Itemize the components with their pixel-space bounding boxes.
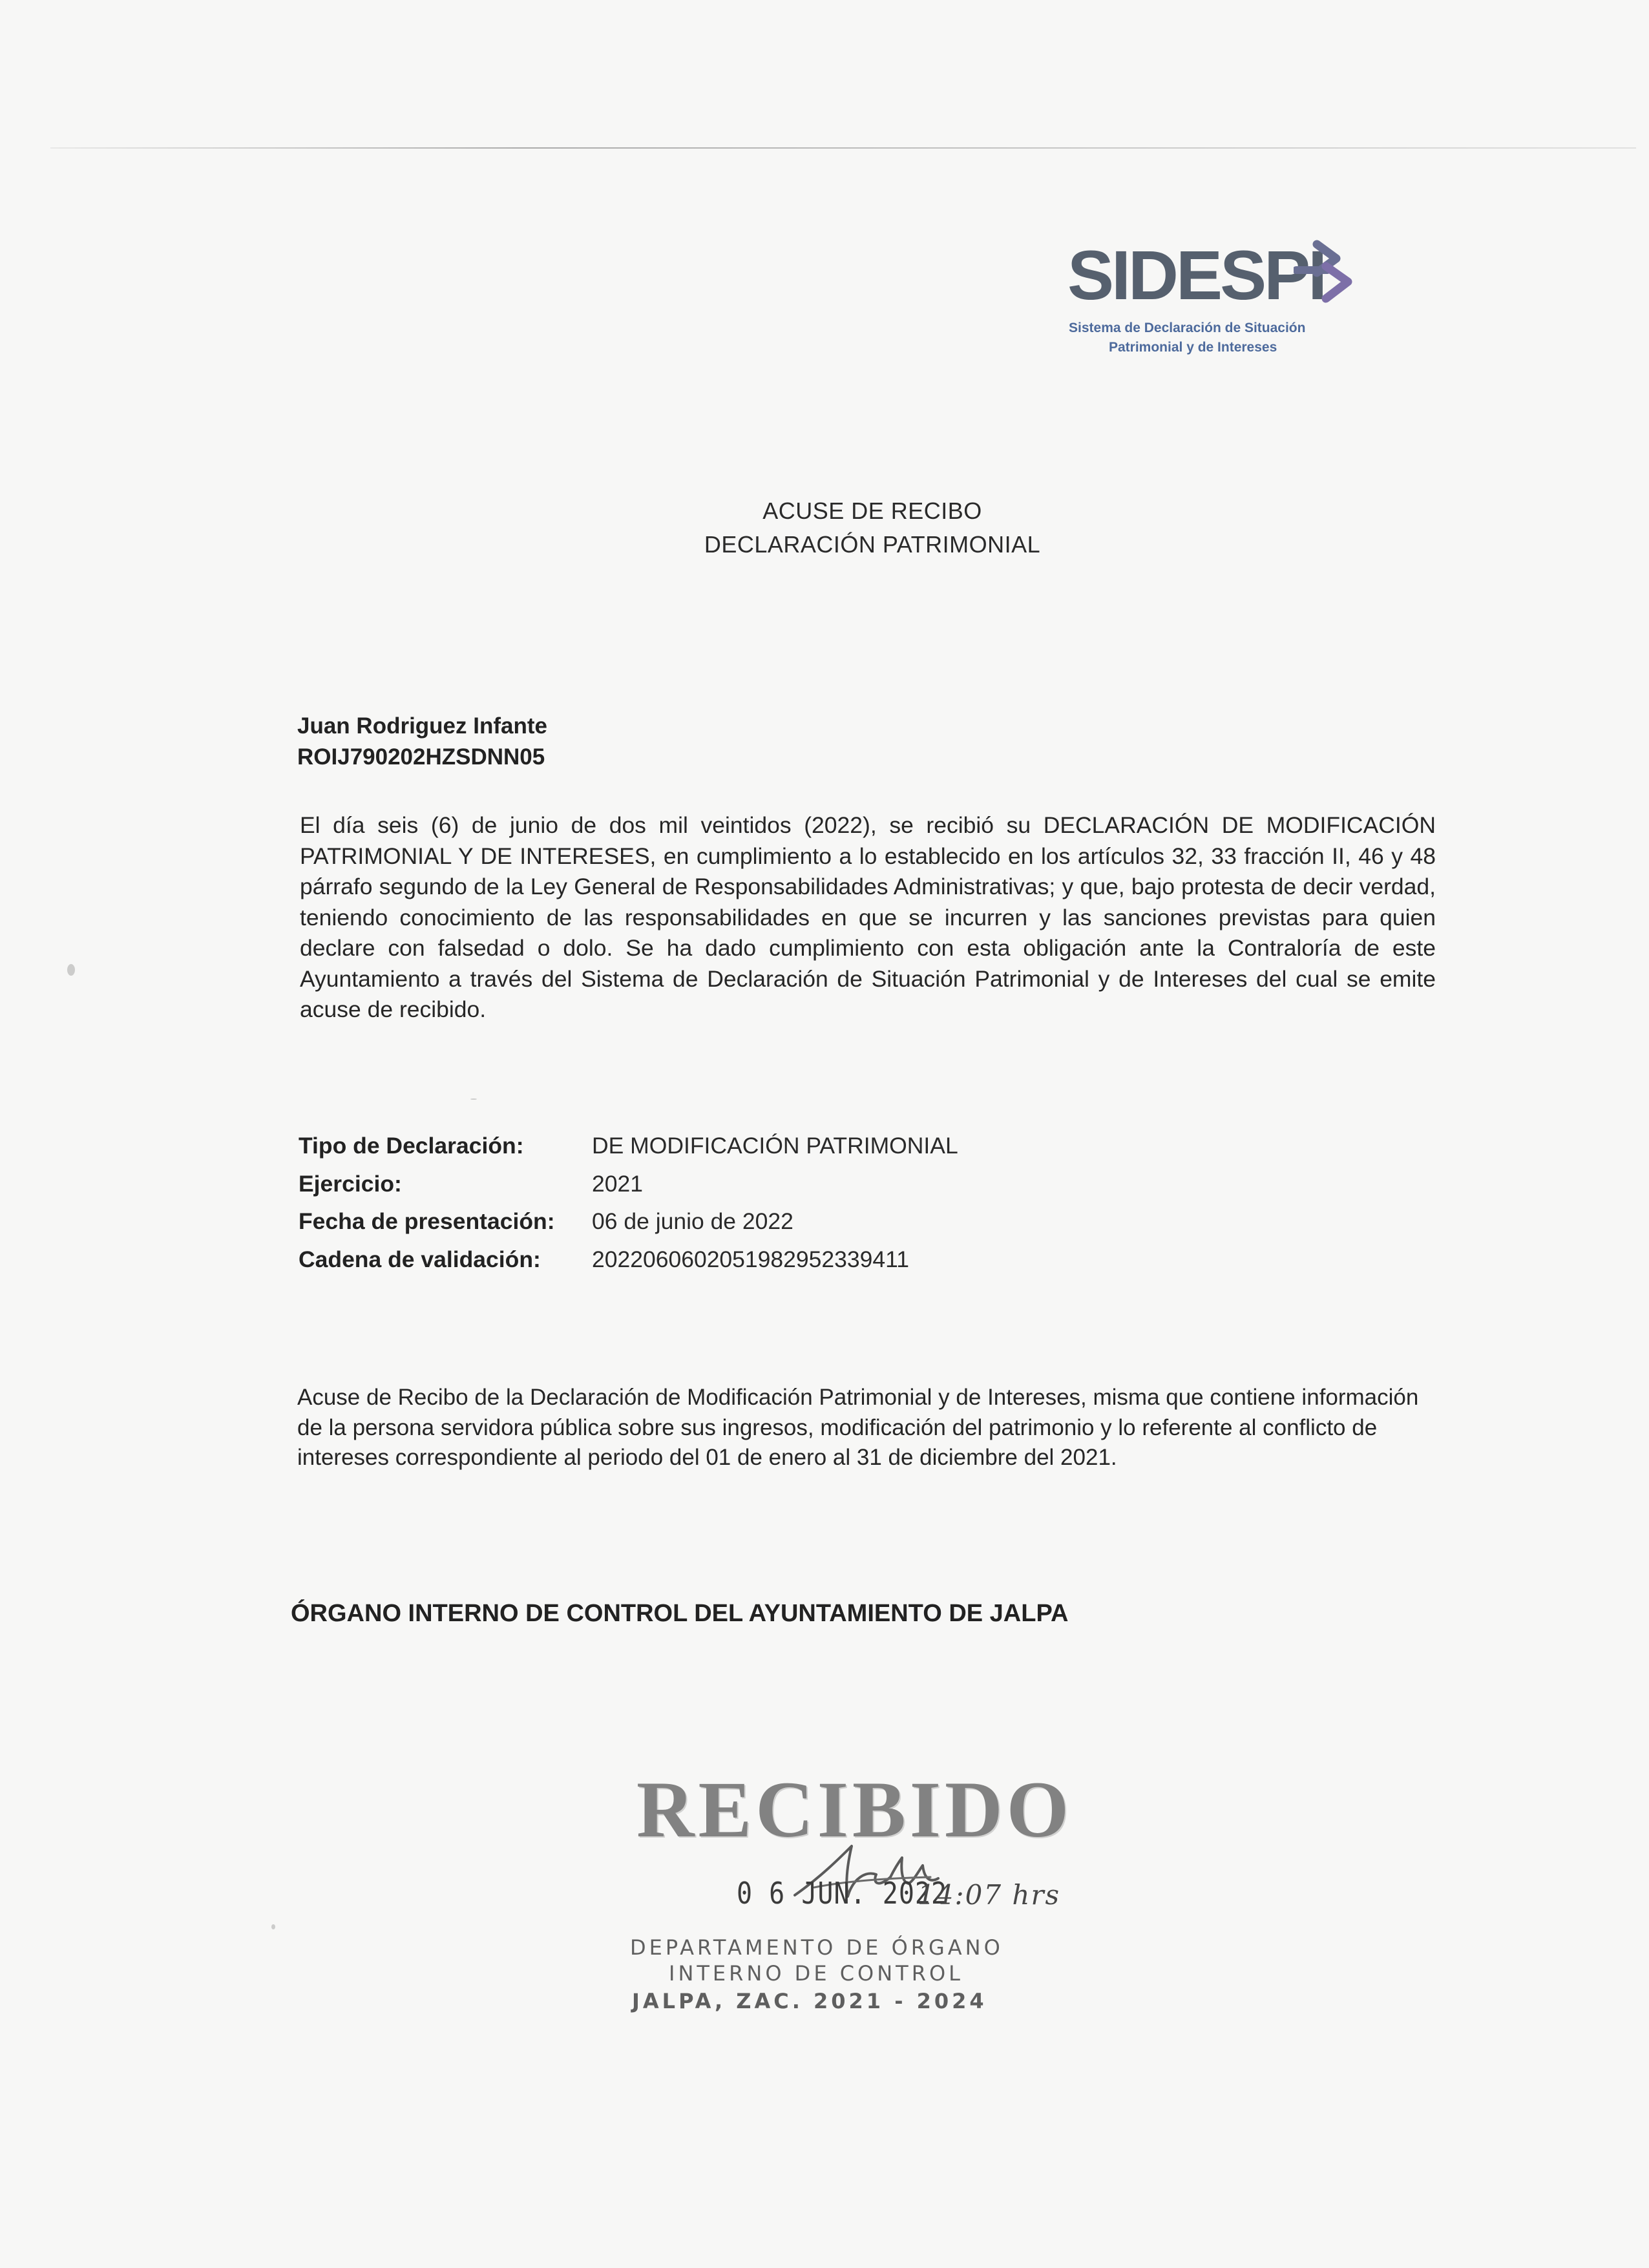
detail-value: 06 de junio de 2022: [592, 1208, 793, 1234]
declarant-name: Juan Rodriguez Infante: [297, 713, 547, 739]
detail-label: Ejercicio:: [299, 1170, 402, 1197]
issuing-office: ÓRGANO INTERNO DE CONTROL DEL AYUNTAMIENTO DE JALPA: [291, 1600, 1069, 1627]
stamp-department-line1: DEPARTAMENTO DE ÓRGANO: [630, 1935, 1003, 1960]
logo-subtitle-line2: Patrimonial y de Intereses: [1109, 340, 1277, 355]
detail-label: Tipo de Declaración:: [299, 1133, 524, 1159]
document-heading-line2: DECLARACIÓN PATRIMONIAL: [704, 531, 1041, 558]
document-heading-line1: ACUSE DE RECIBO: [762, 498, 982, 524]
detail-row-type: [299, 1127, 958, 1165]
body-paragraph: El día seis (6) de junio de dos mil veintidos (2022), se recibió su DECLARACIÓN DE MODIFICACIÓN PATRIMONIAL Y DE INTERESES, en cumplimiento a lo establecido en los artículos 32, 33 fracción II, 46 y 48 párrafo segundo de la Ley General de Responsabilidades Administrativas; y que, bajo protesta de decir verdad, teniendo conocimiento de las responsabilidades en que se incurren y las sanciones previstas para quien declare con falsedad o dolo. Se ha dado cumplimiento con esta obligación ante la Contraloría de este Ayuntamiento a través del Sistema de Declaración de Situación Patrimonial y de Intereses del cual se emite acuse de recibido.: [300, 812, 1436, 1022]
detail-row-date: [299, 1202, 958, 1241]
detail-row-year: [299, 1165, 958, 1203]
received-stamp-word: RECIBIDO: [636, 1765, 1073, 1854]
detail-value: DE MODIFICACIÓN PATRIMONIAL: [592, 1133, 958, 1159]
detail-label: Cadena de validación:: [299, 1246, 541, 1272]
logo-wordmark: SIDESPI: [1067, 236, 1325, 314]
logo-subtitle-line1: Sistema de Declaración de Situación: [1069, 320, 1306, 335]
stamp-department-line2: INTERNO DE CONTROL: [669, 1961, 963, 1986]
declaration-details: [299, 1127, 958, 1278]
declarant-block: [297, 711, 547, 773]
scan-speck: [470, 1098, 477, 1100]
detail-row-validation: [299, 1241, 958, 1279]
stamp-time-handwritten: 14:07 hrs: [918, 1879, 1061, 1911]
stamp-department-line3: JALPA, ZAC. 2021 - 2024: [632, 1989, 987, 2013]
scan-speck: [271, 1924, 275, 1929]
top-divider: [50, 147, 1636, 149]
detail-value: 2021: [592, 1170, 643, 1197]
sidespi-logo: [1060, 238, 1383, 367]
stamp-date: 0 6 JUN. 2022: [737, 1876, 948, 1911]
detail-label: Fecha de presentación:: [299, 1208, 555, 1234]
double-chevron-arrow-icon: [1294, 238, 1358, 309]
declarant-id-code: ROIJ790202HZSDNN05: [297, 744, 545, 770]
summary-paragraph: Acuse de Recibo de la Declaración de Modificación Patrimonial y de Intereses, misma que contiene información de la persona servidora pública sobre sus ingresos, modificación del patrimonio y lo referente al conflicto de intereses correspondiente al periodo del 01 de enero al 31 de diciembre del 2021.: [297, 1385, 1419, 1470]
detail-value: 20220606020519829523394​11: [592, 1246, 909, 1272]
scan-speck: [67, 964, 75, 976]
